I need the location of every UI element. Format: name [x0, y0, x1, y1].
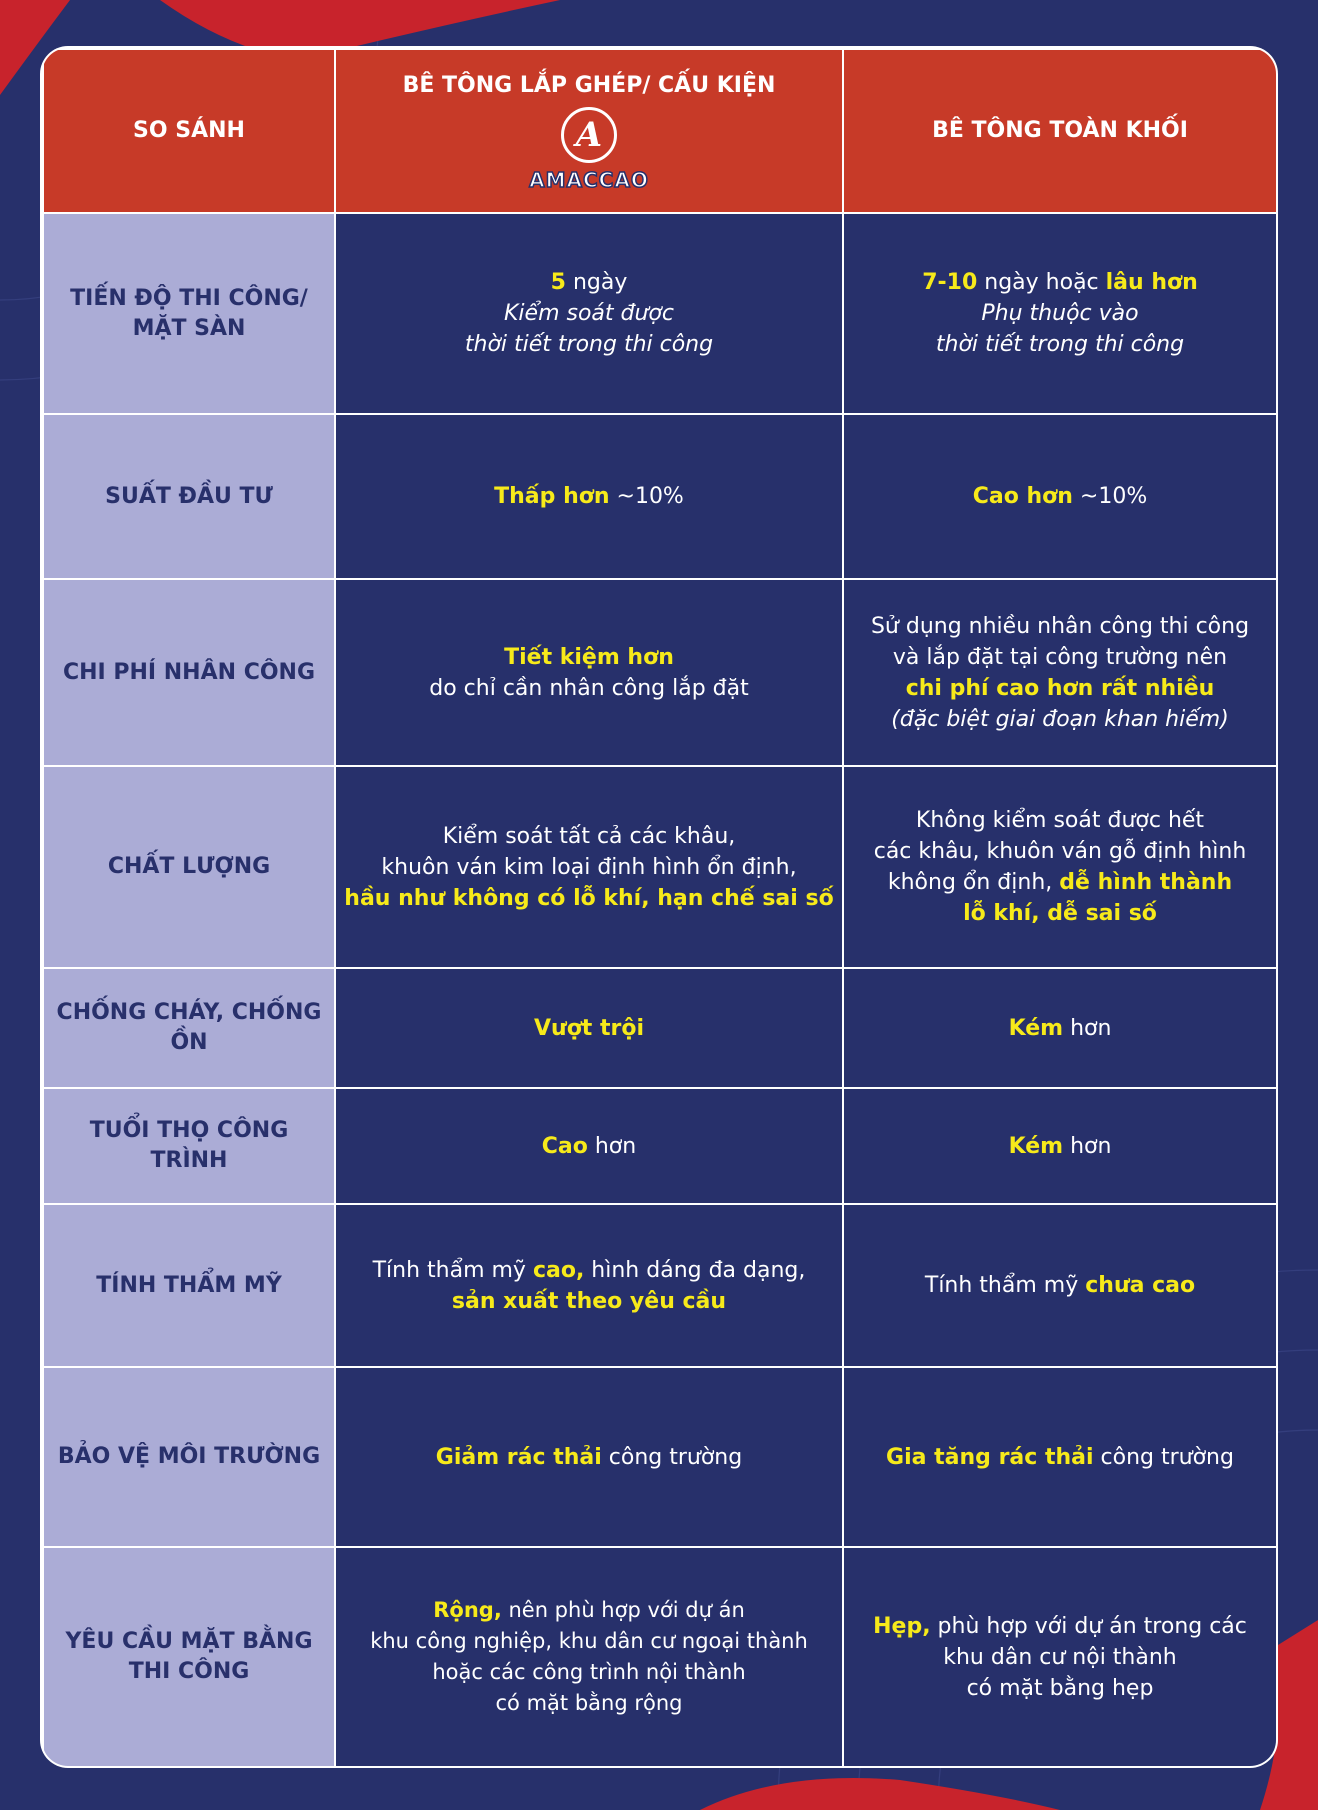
amaccao-logo	[344, 107, 834, 191]
comparison-table	[42, 48, 1276, 1766]
table-row	[43, 1367, 1276, 1547]
monolithic-cell: Tính thẩm mỹ chưa cao	[843, 1204, 1276, 1367]
header-prefab: BÊ TÔNG LẮP GHÉP/ CẤU KIỆN A AMACCAO	[335, 49, 843, 213]
monolithic-cell: Hẹp, phù hợp với dự án trong các khu dân cư nội thành có mặt bằng hẹp	[843, 1547, 1276, 1766]
header-row	[43, 49, 1276, 213]
row-label: YÊU CẦU MẶT BẰNG THI CÔNG	[43, 1547, 335, 1766]
comparison-card	[42, 48, 1276, 1766]
logo-a-icon: A	[561, 107, 617, 163]
row-label: CHI PHÍ NHÂN CÔNG	[43, 579, 335, 766]
monolithic-cell: Gia tăng rác thải công trường	[843, 1367, 1276, 1547]
row-label: CHẤT LƯỢNG	[43, 766, 335, 968]
row-label: TIẾN ĐỘ THI CÔNG/ MẶT SÀN	[43, 213, 335, 414]
header-monolithic: BÊ TÔNG TOÀN KHỐI	[843, 49, 1276, 213]
table-row	[43, 213, 1276, 414]
prefab-cell: Tiết kiệm hơn do chỉ cần nhân công lắp đặt	[335, 579, 843, 766]
prefab-cell: Vượt trội	[335, 968, 843, 1088]
logo-wordmark: AMACCAO	[529, 168, 649, 192]
monolithic-cell: Không kiểm soát được hết các khâu, khuôn ván gỗ định hình không ổn định, dễ hình thành lỗ khí, dễ sai số	[843, 766, 1276, 968]
row-label: CHỐNG CHÁY, CHỐNG ỒN	[43, 968, 335, 1088]
monolithic-cell: 7-10 ngày hoặc lâu hơn Phụ thuộc vào thời tiết trong thi công	[843, 213, 1276, 414]
monolithic-cell: Cao hơn ~10%	[843, 414, 1276, 579]
monolithic-cell: Kém hơn	[843, 968, 1276, 1088]
prefab-cell: Rộng, nên phù hợp với dự án khu công nghiệp, khu dân cư ngoại thành hoặc các công trình nội thành có mặt bằng rộng	[335, 1547, 843, 1766]
row-label: SUẤT ĐẦU TƯ	[43, 414, 335, 579]
monolithic-cell: Sử dụng nhiều nhân công thi công và lắp đặt tại công trường nên chi phí cao hơn rất nhiều (đặc biệt giai đoạn khan hiếm)	[843, 579, 1276, 766]
table-row	[43, 579, 1276, 766]
prefab-cell: 5 ngày Kiểm soát được thời tiết trong thi công	[335, 213, 843, 414]
prefab-cell: Tính thẩm mỹ cao, hình dáng đa dạng, sản xuất theo yêu cầu	[335, 1204, 843, 1367]
row-label: BẢO VỆ MÔI TRƯỜNG	[43, 1367, 335, 1547]
prefab-cell: Kiểm soát tất cả các khâu, khuôn ván kim loại định hình ổn định, hầu như không có lỗ khí, hạn chế sai số	[335, 766, 843, 968]
header-compare: SO SÁNH	[43, 49, 335, 213]
table-row	[43, 414, 1276, 579]
table-row	[43, 1088, 1276, 1204]
prefab-cell: Thấp hơn ~10%	[335, 414, 843, 579]
monolithic-cell: Kém hơn	[843, 1088, 1276, 1204]
row-label: TÍNH THẨM MỸ	[43, 1204, 335, 1367]
table-row	[43, 968, 1276, 1088]
table-row	[43, 1204, 1276, 1367]
prefab-cell: Cao hơn	[335, 1088, 843, 1204]
row-label: TUỔI THỌ CÔNG TRÌNH	[43, 1088, 335, 1204]
prefab-cell: Giảm rác thải công trường	[335, 1367, 843, 1547]
table-row	[43, 1547, 1276, 1766]
table-row	[43, 766, 1276, 968]
